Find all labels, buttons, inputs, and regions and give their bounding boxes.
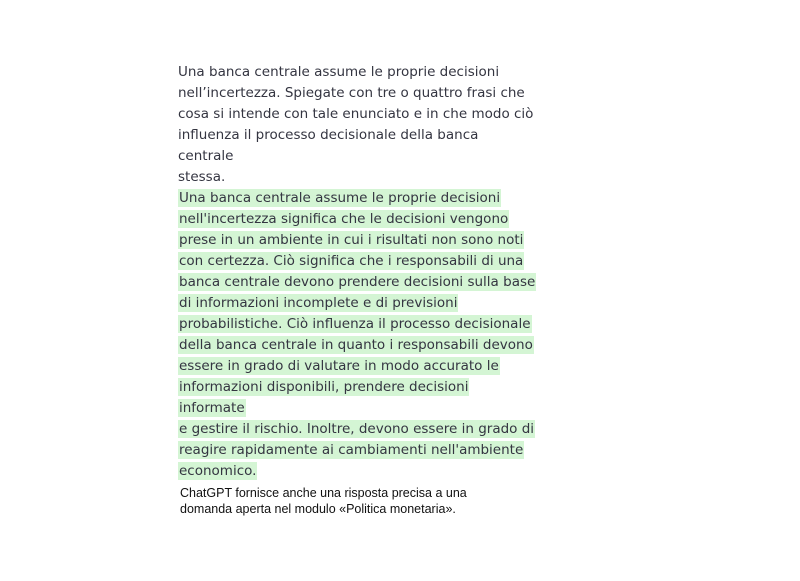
question-line: cosa si intende con tale enunciato e in che modo ciò xyxy=(178,106,534,122)
answer-line: probabilistiche. Ciò influenza il processo decisionale xyxy=(179,316,531,332)
answer-line: prese in un ambiente in cui i risultati non sono noti xyxy=(179,232,524,248)
question-line: Una banca centrale assume le proprie decisioni xyxy=(178,64,500,80)
answer-line: con certezza. Ciò significa che i responsabili di una xyxy=(179,253,524,269)
answer-line: e gestire il rischio. Inoltre, devono essere in grado di xyxy=(179,421,535,437)
answer-line: banca centrale devono prendere decisioni sulla base xyxy=(179,274,536,290)
answer-line: essere in grado di valutare in modo accurato le xyxy=(179,358,499,374)
question-line: stessa. xyxy=(178,169,226,185)
answer-line: informazioni disponibili, prendere decisioni informate xyxy=(179,379,469,416)
question-line: influenza il processo decisionale della banca centrale xyxy=(178,127,479,164)
caption-line: domanda aperta nel modulo «Politica monetaria». xyxy=(180,502,456,516)
figure-caption xyxy=(180,485,520,517)
answer-line: della banca centrale in quanto i responsabili devono xyxy=(179,337,533,353)
answer-line: reagire rapidamente ai cambiamenti nell'ambiente xyxy=(179,442,524,458)
question-text xyxy=(178,62,538,188)
caption-line: ChatGPT fornisce anche una risposta precisa a una xyxy=(180,486,467,500)
answer-line: di informazioni incomplete e di previsioni xyxy=(179,295,458,311)
answer-line: economico. xyxy=(179,463,257,479)
question-line: nell’incertezza. Spiegate con tre o quattro frasi che xyxy=(178,85,525,101)
answer-line: nell'incertezza significa che le decisioni vengono xyxy=(179,211,509,227)
answer-text xyxy=(178,188,538,482)
answer-line: Una banca centrale assume le proprie decisioni xyxy=(179,190,501,206)
